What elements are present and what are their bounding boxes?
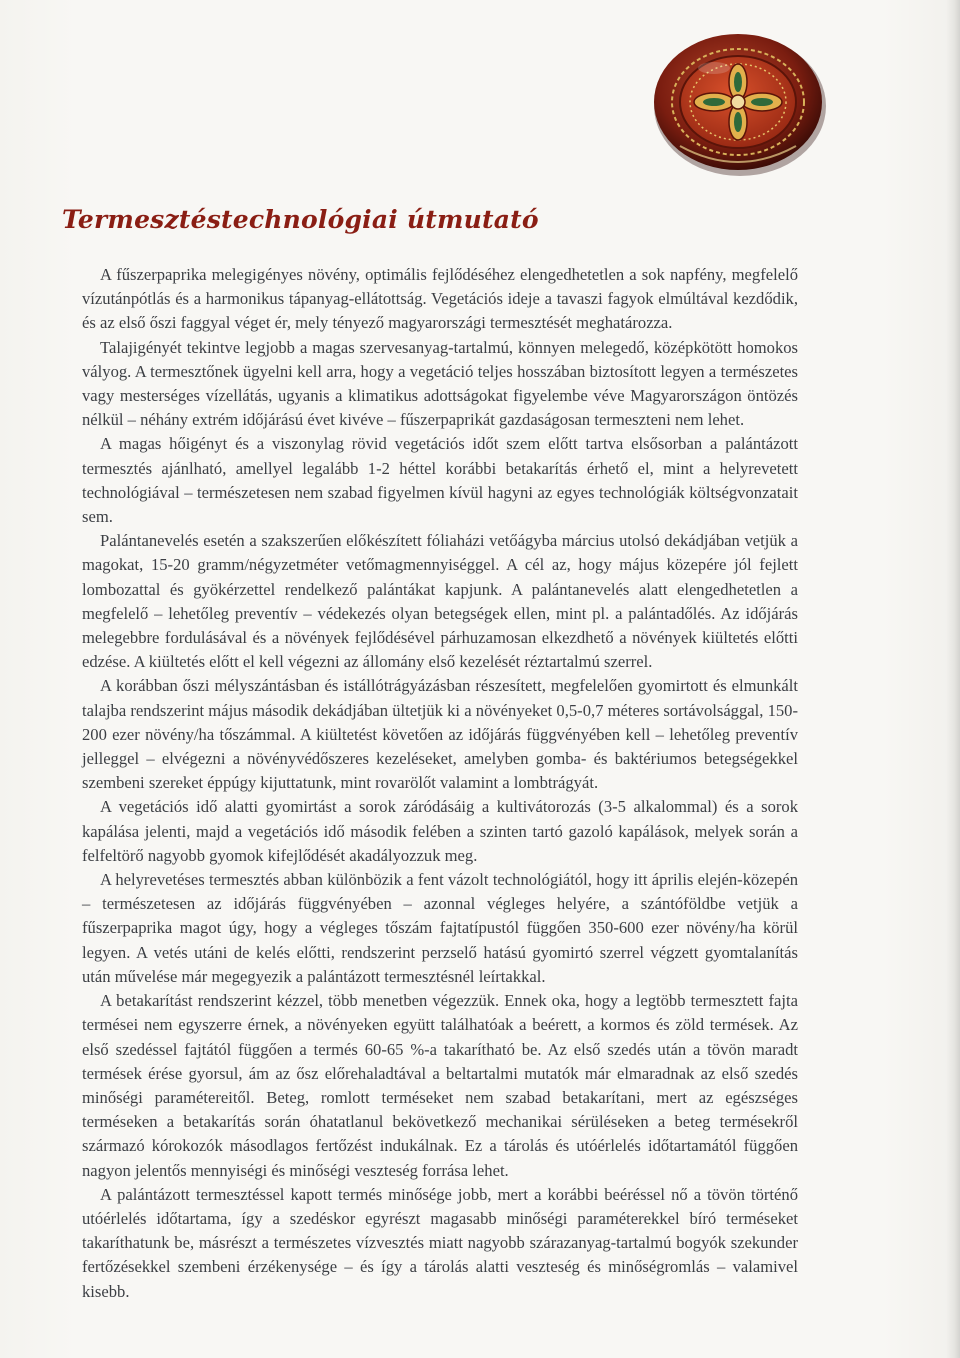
decorative-plate-image [650,28,828,178]
paragraph: Palántanevelés esetén a szakszerűen előkészített fóliaházi vetőágyba március utolsó dekádjában vetjük a magokat, 15-20 gramm/négyzetméter vetőmagmennyiséggel. A cél az, hogy május közepére jól fejlett lombozattal és gyökérzettel rendelkező palántákat kapjunk. A palántanevelés alatt elengedhetetlen a megfelelő – lehetőleg preventív – védekezés olyan betegségek ellen, mint pl. a palántadőlés. Az időjárás melegebbre fordulásával és a növények fejlődésével párhuzamosan elkezdhető a növények kiültetés előtti edzése. A kiültetés előtt el kell végezni az állomány első kezelését réztartalmú szerrel. [82,531,798,672]
page-edge-shadow [946,0,960,1358]
paragraph: A vegetációs idő alatti gyomirtást a sorok záródásáig a kultivátorozás (3-5 alkalommal) és a sorok kapálása jelenti, majd a vegetációs idő második felében a szinten tartó gazoló kapálások, melyek során a felfeltörő nagyobb gyomok kifejlődését akadályozzuk meg. [82,797,798,865]
paragraph: A palántázott termesztéssel kapott termés minősége jobb, mert a korábbi beéréssel nő a tövön történő utóérlelés időtartama, így a szedéskor egyrészt magasabb minőségi paraméterekkel bíró terméseket takaríthatunk be, másrészt a természetes vízvesztés miatt nagyobb szárazanyag-tartalmú bogyók szekunder fertőzésekkel szembeni érzékenysége – és így a tárolás alatti veszteség és minőségromlás – valamivel kisebb. [82,1184,798,1301]
paragraph: Talajigényét tekintve legjobb a magas szervesanyag-tartalmú, könnyen melegedő, középkötött homokos vályog. A termesztőnek ügyelni kell arra, hogy a vegetáció teljes hosszában biztosított legyen a természetes vagy mesterséges vízellátás, ugyanis a klimatikus adottságokat figyelembe véve Magyarországon öntözés nélkül – néhány extrém időjárású évet kivéve – fűszerpaprikát gazdaságosan termeszteni nem lehet. [82,337,798,430]
paragraph: A magas hőigényt és a viszonylag rövid vegetációs időt szem előtt tartva elsősorban a palántázott termesztés ajánlható, amellyel legalább 1-2 héttel korábbi betakarítás érhető el, mint a helyrevetett technológiával – természetesen nem szabad figyelmen kívül hagyni az egyes technológiák költségvonzatait sem. [82,434,798,527]
paragraph: A betakarítást rendszerint kézzel, több menetben végezzük. Ennek oka, hogy a legtöbb termesztett fajta termései nem egyszerre érnek, a növényeken együtt találhatóak a beérett, a kormos és zöld termések. Az első szedéssel fajtától függően a termés 60-65 %-a takarítható be. Az első szedés után a tövön maradt termések érése gyorsul, ám az ősz előrehaladtával a beltartalmi mutatók már elmaradnak az első szedés minőségi paramétereitől. Beteg, romlott terméseket nem szabad betakarítani, mert az egészséges terméseken a betakarítás során óhatatlanul bekövetkező mechanikai sérüléseken a beteg termésekről származó kórokozók másodlagos fertőzést indukálnak. Ez a tárolás és utóérlelés időtartamától függően nagyon jelentős mennyiségi és minőségi veszteség forrása lehet. [82,991,798,1180]
page-title: Termesztéstechnológiai útmutató [62,205,539,234]
paragraph: A korábban őszi mélyszántásban és istállótrágyázásban részesített, megfelelően gyomirtott és elmunkált talajba rendszerint május második dekádjában ültetjük ki a növényeket 0,5-0,7 méteres sortávolsággal, 150-200 ezer növény/ha tőszámmal. A kiültetést követően az időjárás függvényében kell – lehetőleg preventív jelleggel – elvégezni a növényvédőszeres kezeléseket, amelyben gomba- és baktériumos betegségekkel szembeni szereket éppúgy kijuttatunk, mint rovarölőt valamint a lombtrágyát. [82,676,798,793]
paragraph: A helyrevetéses termesztés abban különbözik a fent vázolt technológiától, hogy itt április elején-közepén – természetesen az időjárás függvényében – azonnal végleges helyére, a szántóföldbe vetjük a fűszerpaprika magot úgy, hogy a végleges tőszám fajtatípustól függően 350-600 ezer növény/ha körül legyen. A vetés utáni de kelés előtti, rendszerint perzselő hatású gyomirtó szerrel végzett gyomtalanítás után művelése már megegyezik a palántázott termesztésnél leírtakkal. [82,870,798,986]
paragraph: A fűszerpaprika melegigényes növény, optimális fejlődéséhez elengedhetetlen a sok napfény, megfelelő vízutánpótlás és a harmonikus tápanyag-ellátottság. Vegetációs ideje a tavaszi fagyok elmúltával kezdődik, és az első őszi faggyal véget ér, mely tényező magyarországi termesztését meghatározza. [82,265,798,333]
body-text [82,263,798,1304]
